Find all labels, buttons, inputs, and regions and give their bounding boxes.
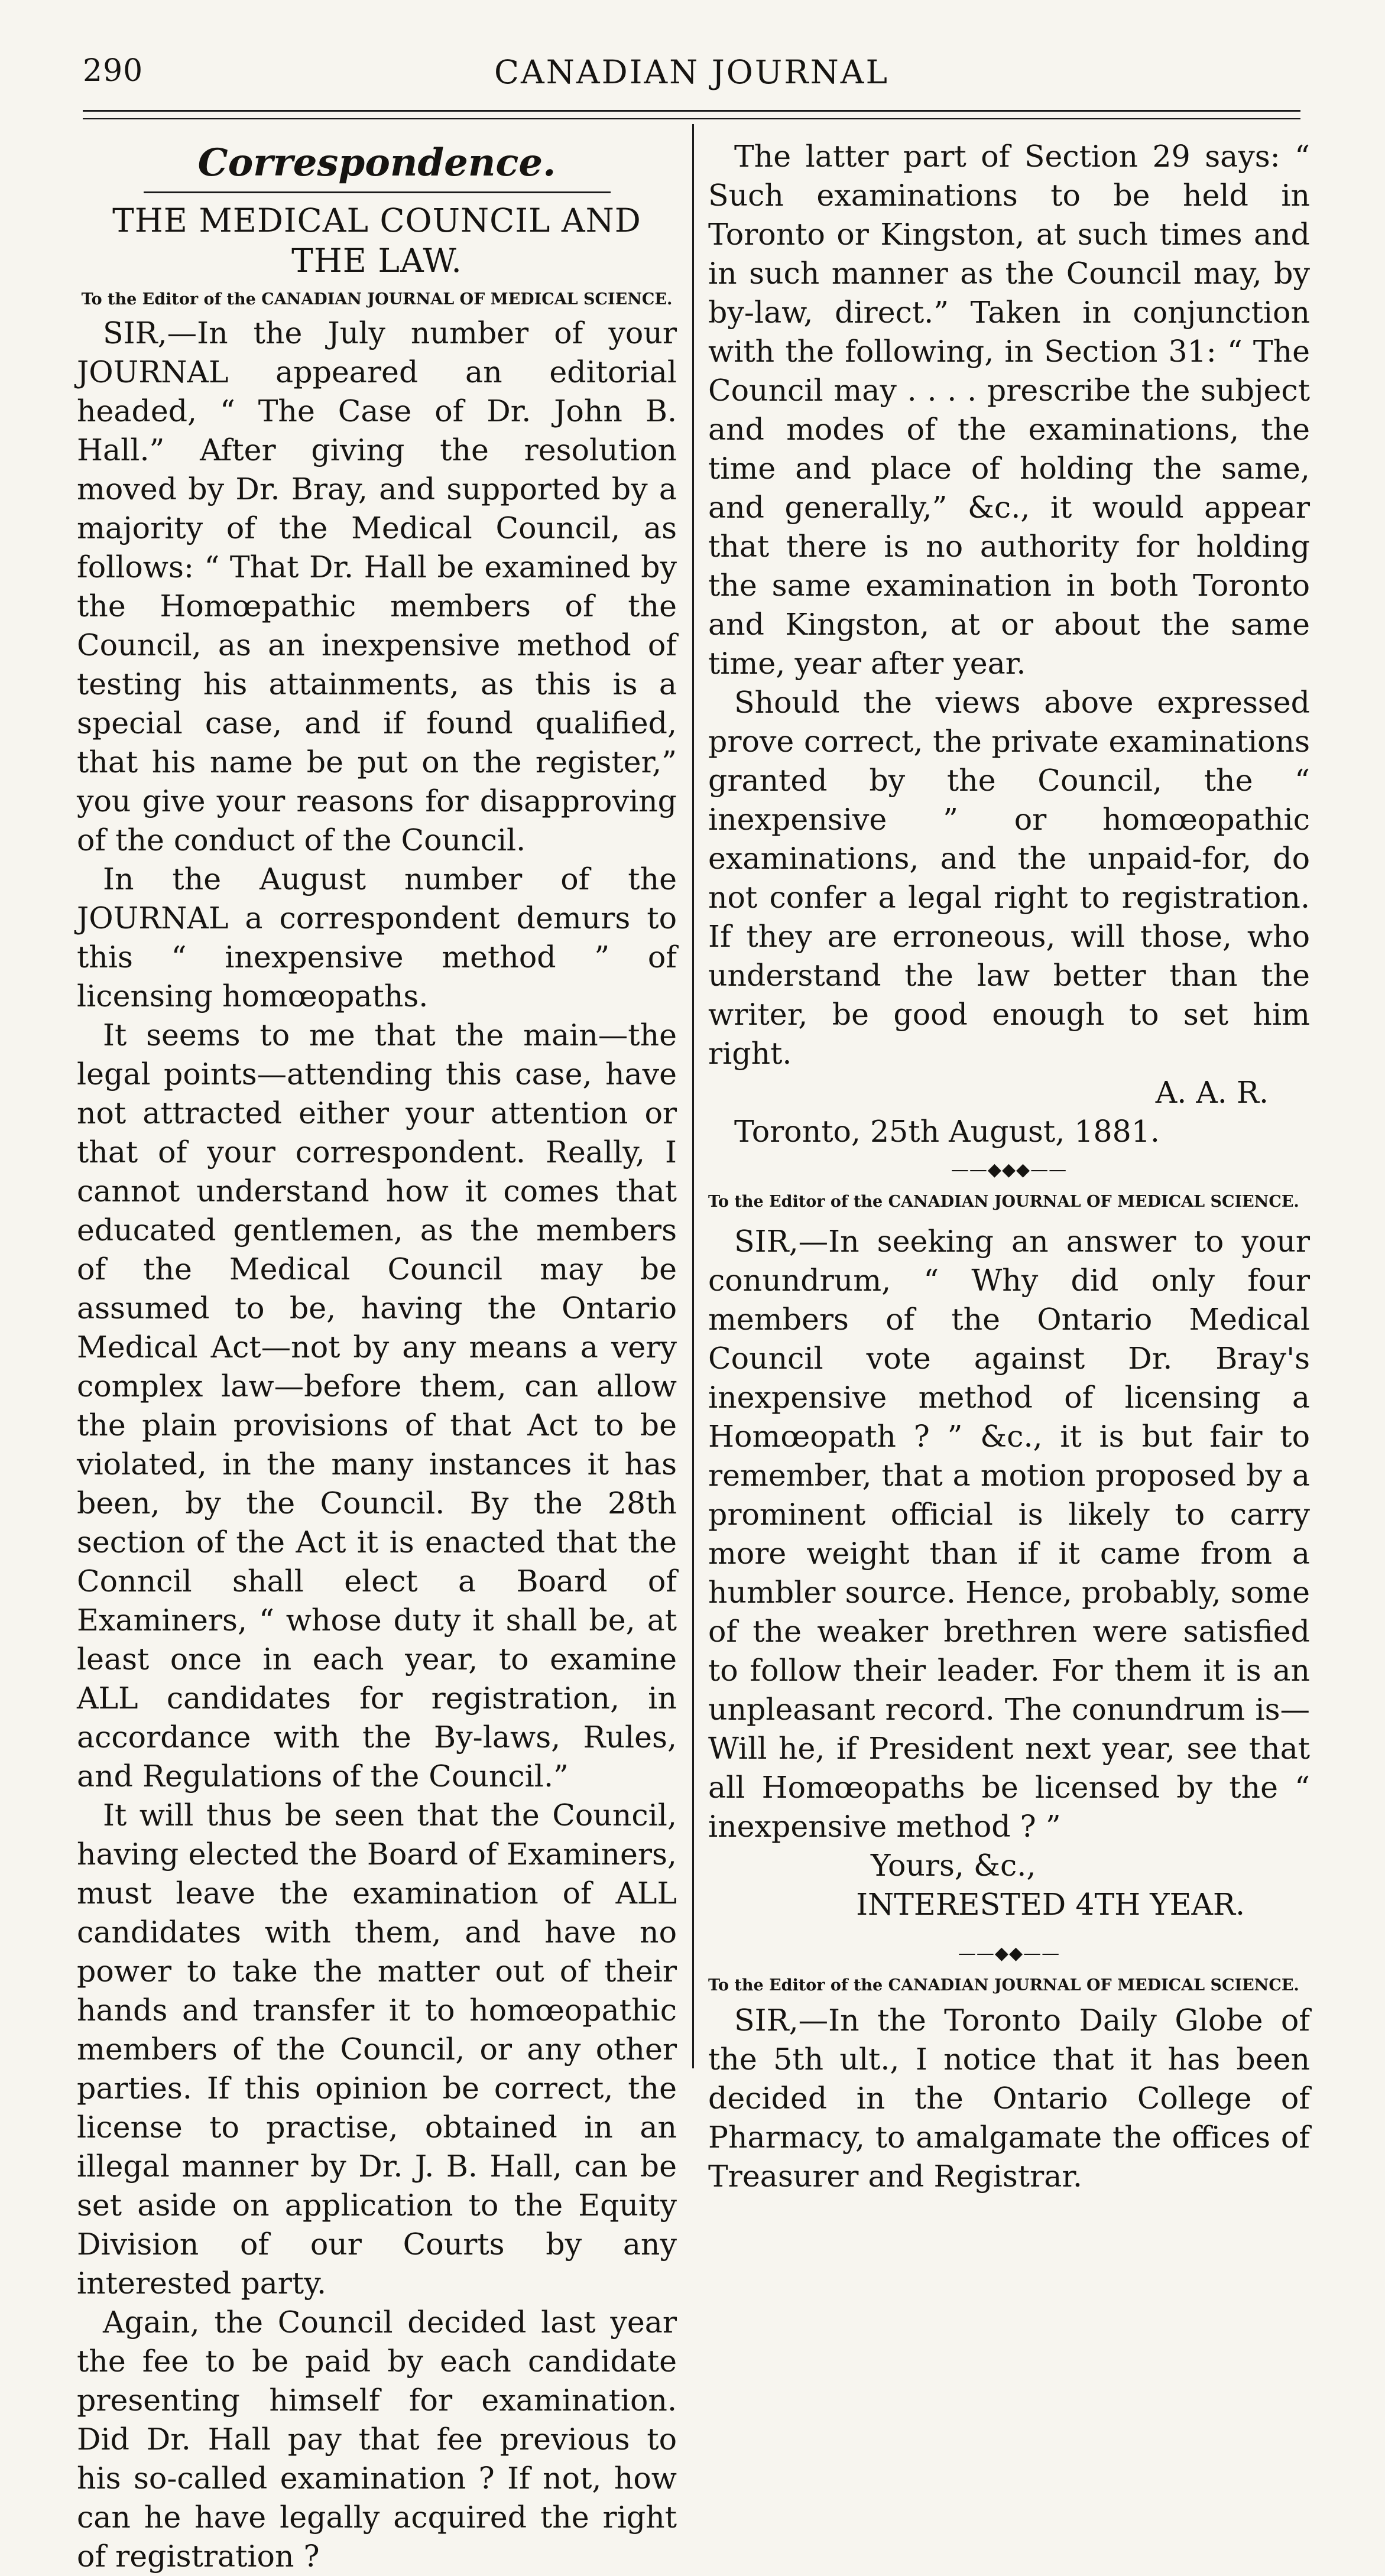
column-divider: [692, 124, 694, 2068]
ornament-divider: ——◆◆◆——: [951, 1159, 1068, 1180]
top-rule: [83, 110, 1300, 112]
section-heading: Correspondence.: [197, 141, 556, 185]
page-header: [83, 53, 1300, 100]
dateline: Toronto, 25th August, 1881.: [734, 1114, 1160, 1149]
paragraph: SIR,—In the July number of your JOURNAL appeared an editorial headed, “ The Case of Dr. John B. Hall.” After giving the resolution moved by Dr. Bray, and supported by a majority of the Medical Council, as follows: “ That Dr. Hall be examined by the Homœpathic members of the Council, as an inexpensive method of testing his attainments, as this is a special case, and if found qualified, that his name be put on the register,” you give your reasons for disapproving of the conduct of the Council.: [77, 316, 677, 857]
right-column: [708, 137, 1310, 2196]
signature: A. A. R.: [1155, 1075, 1269, 1110]
signature: INTERESTED 4TH YEAR.: [856, 1887, 1245, 1922]
paragraph: The latter part of Section 29 says: “ Such examinations to be held in Toronto or Kingston, at such times and in such manner as the Council may, by by-law, direct.” Taken in conjunction with the following, in Section 31: “ The Council may . . . . prescribe the subject and modes of the examinations, the time and place of holding the same, and generally,” &c., it would appear that there is no authority for holding the same examination in both Toronto and Kingston, at or about the same time, year after year.: [708, 139, 1310, 681]
ornament-divider: ——◆◆——: [958, 1943, 1060, 1964]
paragraph: In the August number of the JOURNAL a correspondent demurs to this “ inexpensive method ” of licensing homœopaths.: [77, 862, 677, 1013]
closing: Yours, &c.,: [871, 1848, 1036, 1883]
page-number: 290: [83, 53, 144, 89]
article-title: THE MEDICAL COUNCIL AND THE LAW.: [112, 202, 641, 280]
left-column: [77, 137, 677, 2576]
paragraph: SIR,—In the Toronto Daily Globe of the 5th ult., I notice that it has been decided in the Ontario College of Pharmacy, to amalgamate the offices of Treasurer and Registrar.: [708, 2003, 1310, 2194]
paragraph: It seems to me that the main—the legal points—attending this case, have not attracted either your attention or that of your correspondent. Really, I cannot understand how it comes that educated gentlemen, as the members of the Medical Council may be assumed to be, having the Ontario Medical Act—not by any means a very complex law—before them, can allow the plain provisions of that Act to be violated, in the many instances it has been, by the Council. By the 28th section of the Act it is enacted that the Conncil shall elect a Board of Examiners, “ whose duty it shall be, at least once in each year, to examine ALL candidates for registration, in accordance with the By-laws, Rules, and Regulations of the Council.”: [77, 1018, 677, 1794]
spacer: [708, 1217, 1310, 1222]
paragraph: Again, the Council decided last year the fee to be paid by each candidate presenting himself for examination. Did Dr. Hall pay that fee previous to his so-called examination ? If not, how can he have legally acquired the right of registration ?: [77, 2305, 677, 2574]
spacer: [708, 1924, 1310, 1935]
editor-note: To the Editor of the CANADIAN JOURNAL OF MEDICAL SCIENCE.: [708, 1976, 1299, 1994]
paragraph: Should the views above expressed prove correct, the private examinations granted by the Council, the “ inexpensive ” or homœopathic examinations, and the unpaid-for, do not confer a legal right to registration. If they are erroneous, will those, who understand the law better than the writer, be good enough to set him right.: [708, 685, 1310, 1071]
paragraph: SIR,—In seeking an answer to your conundrum, “ Why did only four members of the Ontario Medical Council vote against Dr. Bray's inexpensive method of licensing a Homœopath ? ” &c., it is but fair to remember, that a motion proposed by a prominent official is likely to carry more weight than if it came from a humbler source. Hence, probably, some of the weaker brethren were satisfied to follow their leader. For them it is an unpleasant record. The conundrum is—Will he, if President next year, see that all Homœopaths be licensed by the “ inexpensive method ? ”: [708, 1224, 1310, 1844]
editor-note: To the Editor of the CANADIAN JOURNAL OF MEDICAL SCIENCE.: [708, 1193, 1299, 1211]
section-rule: [144, 191, 611, 193]
running-head: CANADIAN JOURNAL: [494, 53, 890, 91]
editor-note: To the Editor of the CANADIAN JOURNAL OF MEDICAL SCIENCE.: [81, 290, 673, 308]
paragraph: It will thus be seen that the Council, having elected the Board of Examiners, must leave the examination of ALL candidates with them, and have no power to take the matter out of their hands and transfer it to homœopathic members of the Council, or any other parties. If this opinion be correct, the license to practise, obtained in an illegal manner by Dr. J. B. Hall, can be set aside on application to the Equity Division of our Courts by any interested party.: [77, 1798, 677, 2301]
top-rule-secondary: [83, 118, 1300, 119]
